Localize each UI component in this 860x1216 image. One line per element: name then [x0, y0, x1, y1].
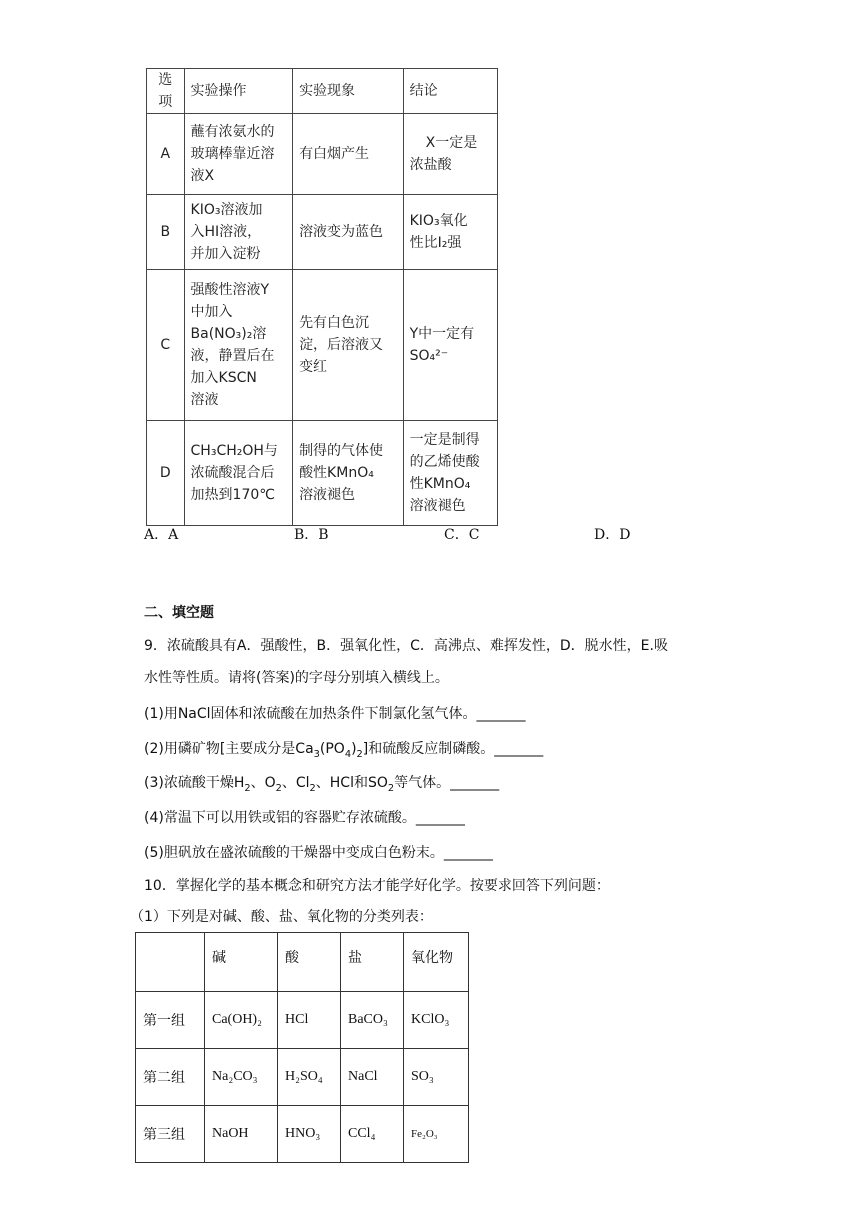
base-cell: Na₂CO₃: [205, 1049, 278, 1106]
cell-line: CH₃CH₂OH与: [190, 443, 278, 459]
acid-cell: HCl: [278, 992, 341, 1049]
operation-cell: [184, 421, 293, 526]
cell-line: 中加入: [190, 304, 233, 320]
oxide-cell: SO₃: [404, 1049, 469, 1106]
acid-cell: HNO₃: [278, 1106, 341, 1163]
operation-cell: [184, 195, 293, 270]
cell-line: 入HI溶液，: [190, 224, 262, 240]
text-run: (2)用磷矿物[主要成分是Ca: [144, 741, 314, 757]
cell-line: 溶液: [190, 392, 219, 408]
cell-line: 浓盐酸: [409, 157, 452, 173]
cell-line: Y中一定有: [409, 326, 475, 342]
operation-cell: [184, 114, 293, 195]
salt-cell: BaCO₃: [341, 992, 404, 1049]
q9-stem-line1: 9．浓硫酸具有A．强酸性，B．强氧化性，C．高沸点、难挥发性，D．脱水性，E.吸: [144, 638, 668, 654]
table-row: [136, 1106, 469, 1163]
oxide-cell: KClO₃: [404, 992, 469, 1049]
cell-line: 浓硫酸混合后: [190, 465, 275, 481]
cell-line: 有白烟产生: [299, 146, 370, 162]
cell-line: 加入KSCN: [190, 370, 257, 386]
cell-line: 酸性KMnO₄: [299, 465, 374, 481]
cell-line: 并加入淀粉: [190, 246, 261, 262]
cell-line: 制得的气体使: [299, 443, 384, 459]
option-cell: B: [147, 195, 185, 270]
cell-line: 的乙烯使酸: [409, 454, 480, 470]
option-cell: A: [147, 114, 185, 195]
header-oxide: 氧化物: [404, 933, 469, 992]
group-cell: 第三组: [136, 1106, 205, 1163]
classification-header: [136, 933, 469, 992]
text-run: 等气体。_______: [394, 775, 500, 791]
cell-line: 淀，后溶液又: [299, 337, 384, 353]
cell-line: KIO₃氧化: [409, 213, 468, 229]
header-operation: 实验操作: [184, 69, 293, 114]
choice-c[interactable]: C．C: [444, 527, 480, 543]
phenomenon-cell: [293, 195, 404, 270]
q10-stem: 10．掌握化学的基本概念和研究方法才能学好化学。按要求回答下列问题：: [144, 878, 610, 894]
option-cell: C: [147, 270, 185, 421]
choice-b[interactable]: B．B: [294, 527, 329, 543]
choice-d[interactable]: D．D: [594, 527, 631, 543]
experiment-table-header: [147, 69, 498, 114]
q9-part3: [144, 773, 499, 799]
text-run: ]和硫酸反应制磷酸。_______: [362, 741, 544, 757]
cell-line: 性比I₂强: [409, 235, 462, 251]
conclusion-cell: [403, 421, 497, 526]
cell-line: 液，静置后在: [190, 348, 275, 364]
table-row: [147, 195, 498, 270]
subscript: 2: [387, 782, 395, 794]
header-phenomenon: 实验现象: [293, 69, 404, 114]
table-row: [136, 1049, 469, 1106]
q9-part4: (4)常温下可以用铁或铝的容器贮存浓硫酸。_______: [144, 810, 465, 826]
phenomenon-cell: [293, 270, 404, 421]
conclusion-cell: [403, 195, 497, 270]
group-cell: 第一组: [136, 992, 205, 1049]
cell-line: X一定是: [425, 135, 478, 151]
table-row: [136, 992, 469, 1049]
cell-line: 加热到170℃: [190, 487, 275, 503]
subscript: 4: [344, 748, 352, 760]
acid-cell: H₂SO₄: [278, 1049, 341, 1106]
cell-line: 溶液变为蓝色: [299, 224, 384, 240]
table-row: [147, 421, 498, 526]
subscript: 2: [309, 782, 316, 794]
q9-part2: [144, 739, 543, 765]
oxide-cell: Fe₂O₃: [404, 1106, 469, 1163]
cell-line: Ba(NO₃)₂溶: [190, 326, 267, 342]
cell-line: 溶液褪色: [299, 487, 356, 503]
phenomenon-cell: [293, 114, 404, 195]
header-acid: 酸: [278, 933, 341, 992]
q10-part1: （1）下列是对碱、酸、盐、氧化物的分类列表：: [130, 909, 433, 925]
cell-line: 溶液褪色: [409, 498, 466, 514]
q9-part1: (1)用NaCl固体和浓硫酸在加热条件下制氯化氢气体。_______: [144, 706, 526, 722]
header-base: 碱: [205, 933, 278, 992]
section-title: 二、填空题: [144, 605, 214, 621]
cell-line: 变红: [299, 359, 328, 375]
cell-line: 性KMnO₄: [409, 476, 471, 492]
header-option: 选项: [147, 69, 185, 114]
phenomenon-cell: [293, 421, 404, 526]
experiment-table: [146, 68, 498, 526]
q9-stem-line2: 水性等性质。请将(答案)的字母分别填入横线上。: [144, 670, 449, 686]
subscript: 3: [313, 748, 320, 760]
group-cell: 第二组: [136, 1049, 205, 1106]
text-run: (3)浓硫酸干燥H: [144, 775, 245, 791]
conclusion-cell: [403, 114, 497, 195]
text-run: 、Cl: [281, 775, 310, 791]
cell-line: 强酸性溶液Y: [190, 282, 270, 298]
header-blank: [136, 933, 205, 992]
header-conclusion: 结论: [403, 69, 497, 114]
cell-line: 一定是制得: [409, 432, 480, 448]
table-row: [147, 114, 498, 195]
q9-part5: (5)胆矾放在盛浓硫酸的干燥器中变成白色粉末。_______: [144, 845, 493, 861]
subscript: 2: [356, 748, 363, 760]
text-run: 、HCl和SO: [315, 775, 388, 791]
cell-line: SO₄²⁻: [409, 348, 449, 364]
subscript: 2: [275, 782, 282, 794]
base-cell: Ca(OH)₂: [205, 992, 278, 1049]
classification-table: [135, 932, 469, 1163]
text-run: 、O: [250, 775, 276, 791]
text-run: (PO: [319, 741, 345, 757]
salt-cell: CCl₄: [341, 1106, 404, 1163]
conclusion-cell: [403, 270, 497, 421]
cell-line: 液X: [190, 168, 215, 184]
subscript: 2: [244, 782, 251, 794]
text-run: ): [351, 741, 357, 757]
cell-line: 蘸有浓氨水的: [190, 124, 275, 140]
choice-a[interactable]: A．A: [144, 527, 179, 543]
cell-line: KIO₃溶液加: [190, 202, 263, 218]
cell-line: 玻璃棒靠近溶: [190, 146, 275, 162]
cell-line: 先有白色沉: [299, 315, 370, 331]
base-cell: NaOH: [205, 1106, 278, 1163]
option-cell: D: [147, 421, 185, 526]
salt-cell: NaCl: [341, 1049, 404, 1106]
table-row: [147, 270, 498, 421]
header-salt: 盐: [341, 933, 404, 992]
operation-cell: [184, 270, 293, 421]
